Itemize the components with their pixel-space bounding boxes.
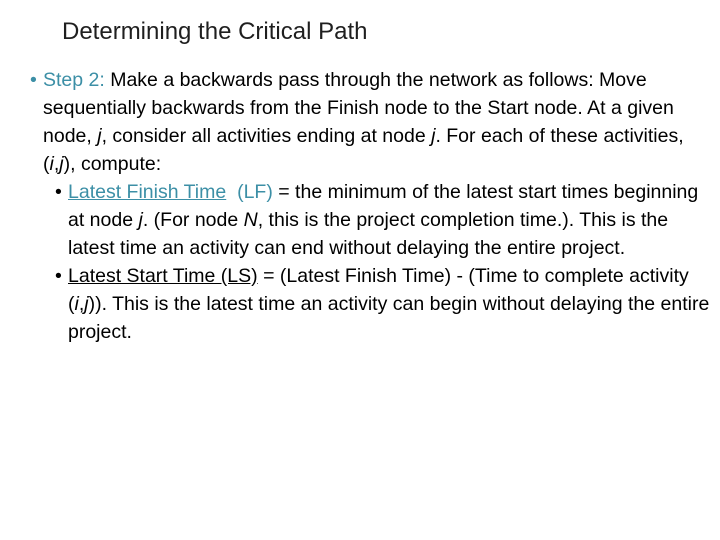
step-text: , consider all activities ending at node bbox=[101, 125, 432, 147]
lf-text: , this is the project completion time.). This is the latest time an activity can end without delaying the entire project. bbox=[68, 209, 669, 259]
step-text: ), compute: bbox=[63, 153, 162, 175]
latest-start-bullet bbox=[30, 262, 710, 346]
ls-text: )). This is the latest time an activity can begin without delaying the entire project. bbox=[68, 293, 710, 343]
lf-text: = the minimum of the latest start times beginning at node bbox=[68, 181, 699, 231]
latest-finish-term: Latest Finish Time bbox=[68, 181, 227, 203]
latest-start-term: Latest Start Time (LS) bbox=[68, 265, 258, 287]
step-text: Make a backwards pass through the network as follows: Move sequentially backwards from the Finish node to the Start node. At a given node, bbox=[43, 69, 674, 147]
var-i: i bbox=[49, 153, 54, 175]
bullet-icon: • bbox=[55, 265, 62, 287]
var-i: i bbox=[74, 293, 79, 315]
latest-finish-bullet bbox=[30, 178, 710, 262]
ls-text: = (Latest Finish Time) - (Time to complete activity ( bbox=[68, 265, 689, 315]
comma: , bbox=[53, 153, 60, 175]
bullet-icon: • bbox=[55, 181, 62, 203]
var-j: j bbox=[97, 125, 102, 147]
step-text: . For each of these activities, ( bbox=[43, 125, 684, 175]
spacer bbox=[226, 181, 237, 203]
bullet-icon: • bbox=[30, 69, 37, 91]
var-j: j bbox=[84, 293, 89, 315]
slide-title: Determining the Critical Path bbox=[62, 18, 368, 45]
comma: , bbox=[78, 293, 85, 315]
lf-abbr: (LF) bbox=[237, 181, 273, 203]
var-j: j bbox=[138, 209, 143, 231]
step-label: Step 2: bbox=[43, 69, 105, 91]
lf-text: . (For node bbox=[142, 209, 244, 231]
var-j: j bbox=[431, 125, 436, 147]
step-2-bullet bbox=[30, 66, 710, 178]
var-j: j bbox=[59, 153, 64, 175]
slide-content bbox=[30, 66, 710, 346]
var-n: N bbox=[243, 209, 258, 231]
